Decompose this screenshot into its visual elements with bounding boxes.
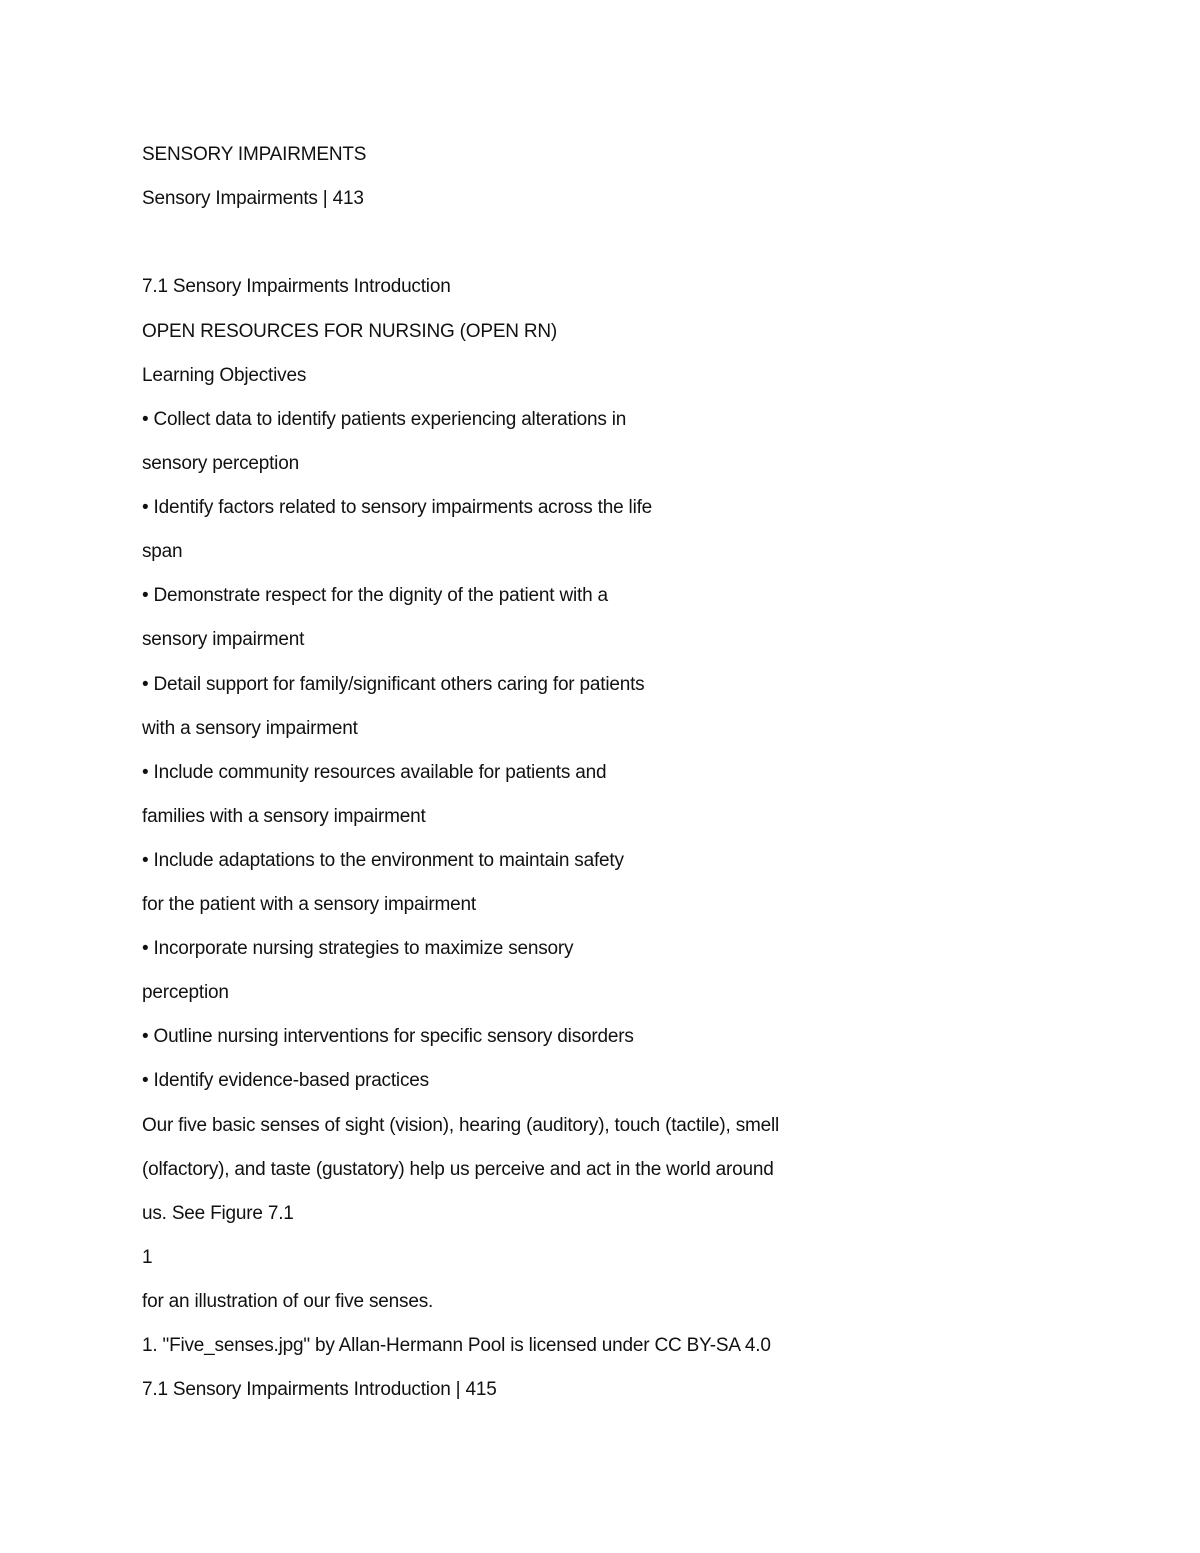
body-line: us. See Figure 7.1 [142, 1203, 294, 1224]
publisher-line: OPEN RESOURCES FOR NURSING (OPEN RN) [142, 321, 558, 342]
objectives-heading: Learning Objectives [142, 365, 307, 386]
objective-line: • Demonstrate respect for the dignity of the patient with a [142, 585, 608, 606]
body-continuation: for an illustration of our five senses. [142, 1291, 434, 1312]
objective-line: • Identify factors related to sensory impairments across the life [142, 497, 653, 518]
footnote-text: 1. "Five_senses.jpg" by Allan-Hermann Pool is licensed under CC BY-SA 4.0 [142, 1335, 771, 1356]
objective-line: span [142, 541, 183, 562]
objective-line: • Incorporate nursing strategies to maximize sensory [142, 938, 574, 959]
objective-line: sensory impairment [142, 629, 305, 650]
objective-line: • Detail support for family/significant others caring for patients [142, 674, 645, 695]
objective-line: • Include community resources available for patients and [142, 762, 607, 783]
running-header: SENSORY IMPAIRMENTS [142, 144, 367, 165]
objective-line: perception [142, 982, 229, 1003]
footnote-marker: 1 [142, 1247, 153, 1268]
page-reference-bottom: 7.1 Sensory Impairments Introduction | 415 [142, 1379, 497, 1400]
objective-line: • Outline nursing interventions for specific sensory disorders [142, 1026, 634, 1047]
objective-line: with a sensory impairment [142, 718, 358, 739]
objective-line: sensory perception [142, 453, 299, 474]
body-line: Our five basic senses of sight (vision), hearing (auditory), touch (tactile), smell [142, 1115, 780, 1136]
objective-line: for the patient with a sensory impairment [142, 894, 476, 915]
section-title: 7.1 Sensory Impairments Introduction [142, 276, 451, 297]
objective-line: • Include adaptations to the environment to maintain safety [142, 850, 624, 871]
objective-line: • Identify evidence-based practices [142, 1070, 429, 1091]
body-line: (olfactory), and taste (gustatory) help us perceive and act in the world around [142, 1159, 774, 1180]
objective-line: • Collect data to identify patients experiencing alterations in [142, 409, 627, 430]
objective-line: families with a sensory impairment [142, 806, 426, 827]
page-reference-top: Sensory Impairments | 413 [142, 188, 364, 209]
